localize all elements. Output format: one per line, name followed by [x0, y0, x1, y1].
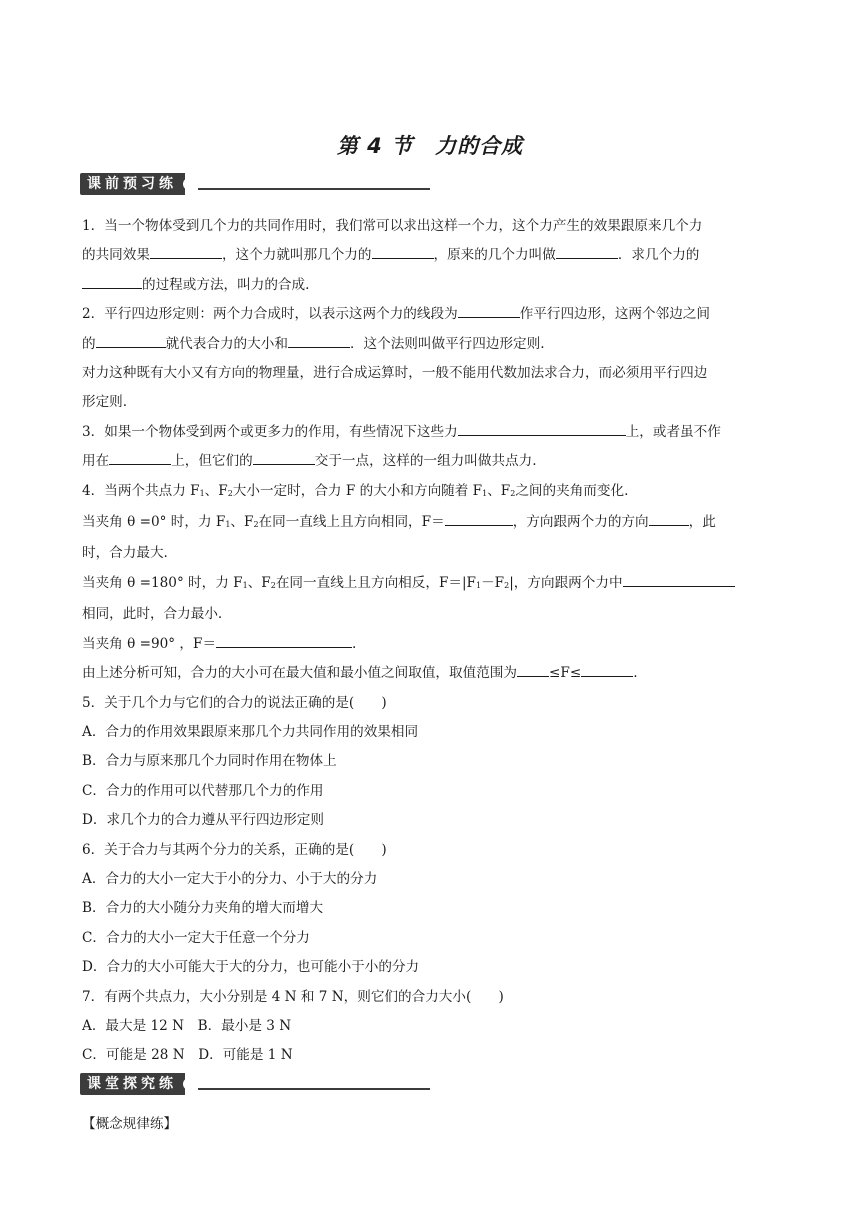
answer-blank[interactable] [372, 241, 434, 259]
question-7 [82, 983, 782, 1071]
option-a[interactable]: A．合力的大小一定大于小的分力、小于大的分力 [82, 870, 378, 887]
subscript: 1 [482, 488, 488, 498]
q1-text: ，原来的几个力叫做 [433, 247, 556, 264]
q1-text: 的过程或方法，叫力的合成. [142, 276, 310, 293]
q2-text: ．这个法则叫做平行四边形定则. [349, 335, 545, 352]
page-title: 第 4 节 力的合成 [336, 134, 524, 158]
sub-heading: 【概念规律练】 [82, 1116, 178, 1132]
q3-text: 上，或者虽不作 [625, 423, 721, 440]
answer-blank[interactable] [96, 330, 166, 348]
q4-text: 、F [247, 574, 271, 591]
q4-text: 由上述分析可知，合力的大小可在最大值和最小值之间取值，取值范围为 [82, 665, 517, 682]
answer-blank[interactable] [623, 569, 735, 587]
q4-text: 相同，此时，合力最小. [82, 606, 223, 623]
q2-text: 2．平行四边形定则：两个力合成时，以表示这两个力的线段为 [82, 306, 458, 323]
q1-text: 的共同效果 [82, 247, 150, 264]
section-rule [198, 188, 430, 190]
q4-text: . [633, 665, 638, 682]
option-b[interactable]: B．合力的大小随分力夹角的增大而增大 [82, 900, 324, 917]
question-1 [82, 212, 782, 300]
subscript: 2 [227, 488, 233, 498]
q4-text: 时，合力最大. [82, 545, 168, 562]
subscript: 2 [510, 488, 516, 498]
answer-blank[interactable] [82, 271, 142, 289]
q4-text: 、F [204, 482, 228, 499]
section-rule [198, 1088, 430, 1090]
section-label: 课前预习练 [80, 173, 185, 195]
q4-text: 当夹角 θ =90° ，F＝ [82, 635, 217, 652]
question-stem: 7．有两个共点力，大小分别是 4 N 和 7 N，则它们的合力大小( ) [82, 988, 504, 1005]
subscript: 1 [476, 580, 482, 590]
answer-blank[interactable] [517, 659, 549, 677]
q4-text: ，此 [688, 514, 716, 531]
q3-text: 交于一点，这样的一组力叫做共点力. [314, 453, 537, 470]
q4-text: 4．当两个共点力 F [82, 482, 200, 499]
q4-text: 当夹角 θ =180° 时，力 F [82, 574, 243, 591]
q4-text: 在同一直线上且方向相反，F＝|F [275, 574, 476, 591]
answer-blank[interactable] [581, 659, 633, 677]
option-c[interactable]: C．合力的作用可以代替那几个力的作用 [82, 782, 324, 799]
subscript: 1 [225, 520, 231, 530]
subscript: 2 [504, 580, 510, 590]
answer-blank[interactable] [150, 241, 222, 259]
section-label: 课堂探究练 [80, 1073, 185, 1095]
q3-text: 上，但它们的 [171, 453, 253, 470]
q4-text: ≤F≤ [549, 665, 582, 682]
q1-text: ．求几个力的 [617, 247, 700, 264]
q4-text: |，方向跟两个力中 [509, 574, 623, 591]
question-stem: 6．关于合力与其两个分力的关系，正确的是( ) [82, 841, 387, 858]
option-c[interactable]: C．合力的大小一定大于任意一个分力 [82, 929, 310, 946]
q4-text: 当夹角 θ =0° 时，力 F [82, 514, 226, 531]
options-a-b[interactable]: A．最大是 12 N B．最小是 3 N [82, 1017, 292, 1034]
bullet-dot-icon [183, 1078, 195, 1090]
question-list [82, 212, 782, 1071]
question-6 [82, 836, 782, 983]
q4-text: 之间的夹角而变化. [515, 482, 629, 499]
q1-text: ，这个力就叫那几个力的 [221, 247, 372, 264]
q4-text: . [352, 635, 357, 652]
question-2 [82, 300, 782, 418]
q3-text: 3．如果一个物体受到两个或更多力的作用，有些情况下这些力 [82, 423, 458, 440]
subscript: 1 [242, 580, 248, 590]
question-5 [82, 689, 782, 836]
q4-text: 、F [487, 482, 511, 499]
q2-text: 形定则. [82, 394, 128, 411]
answer-blank[interactable] [216, 630, 352, 648]
answer-blank[interactable] [288, 330, 350, 348]
option-b[interactable]: B．合力与原来那几个力同时作用在物体上 [82, 753, 337, 770]
q2-text: 作平行四边形，这两个邻边之间 [519, 306, 710, 323]
q2-text: 就代表合力的大小和 [165, 335, 288, 352]
q4-text: 、F [230, 514, 254, 531]
answer-blank[interactable] [649, 508, 689, 526]
section-header-preview [80, 173, 430, 195]
q2-text: 对力这种既有大小又有方向的物理量，进行合成运算时，一般不能用代数加法求合力，而必须用平行四边 [82, 365, 708, 382]
question-3 [82, 418, 782, 477]
q4-text: －F [481, 574, 505, 591]
q4-text: ，方向跟两个力的方向 [512, 514, 649, 531]
q4-text: 在同一直线上且方向相同，F＝ [258, 514, 445, 531]
bullet-dot-icon [183, 178, 195, 190]
answer-blank[interactable] [445, 508, 513, 526]
options-c-d[interactable]: C．可能是 28 N D．可能是 1 N [82, 1047, 293, 1064]
answer-blank[interactable] [556, 241, 618, 259]
question-4 [82, 477, 782, 689]
subscript: 1 [199, 488, 205, 498]
answer-blank[interactable] [253, 447, 315, 465]
option-d[interactable]: D．合力的大小可能大于大的分力，也可能小于小的分力 [82, 959, 420, 976]
answer-blank[interactable] [458, 418, 626, 436]
answer-blank[interactable] [109, 447, 171, 465]
subscript: 2 [253, 520, 259, 530]
q4-text: 大小一定时，合力 F 的大小和方向随着 F [232, 482, 483, 499]
question-stem: 5．关于几个力与它们的合力的说法正确的是( ) [82, 694, 387, 711]
option-d[interactable]: D．求几个力的合力遵从平行四边形定则 [82, 812, 324, 829]
q2-text: 的 [82, 335, 96, 352]
q1-text: 1．当一个物体受到几个力的共同作用时，我们常可以求出这样一个力，这个力产生的效果跟原来几个力 [82, 218, 703, 234]
subscript: 2 [270, 580, 276, 590]
option-a[interactable]: A．合力的作用效果跟原来那几个力共同作用的效果相同 [82, 723, 419, 740]
section-header-classroom [80, 1073, 430, 1095]
q3-text: 用在 [82, 453, 110, 470]
answer-blank[interactable] [458, 300, 520, 318]
